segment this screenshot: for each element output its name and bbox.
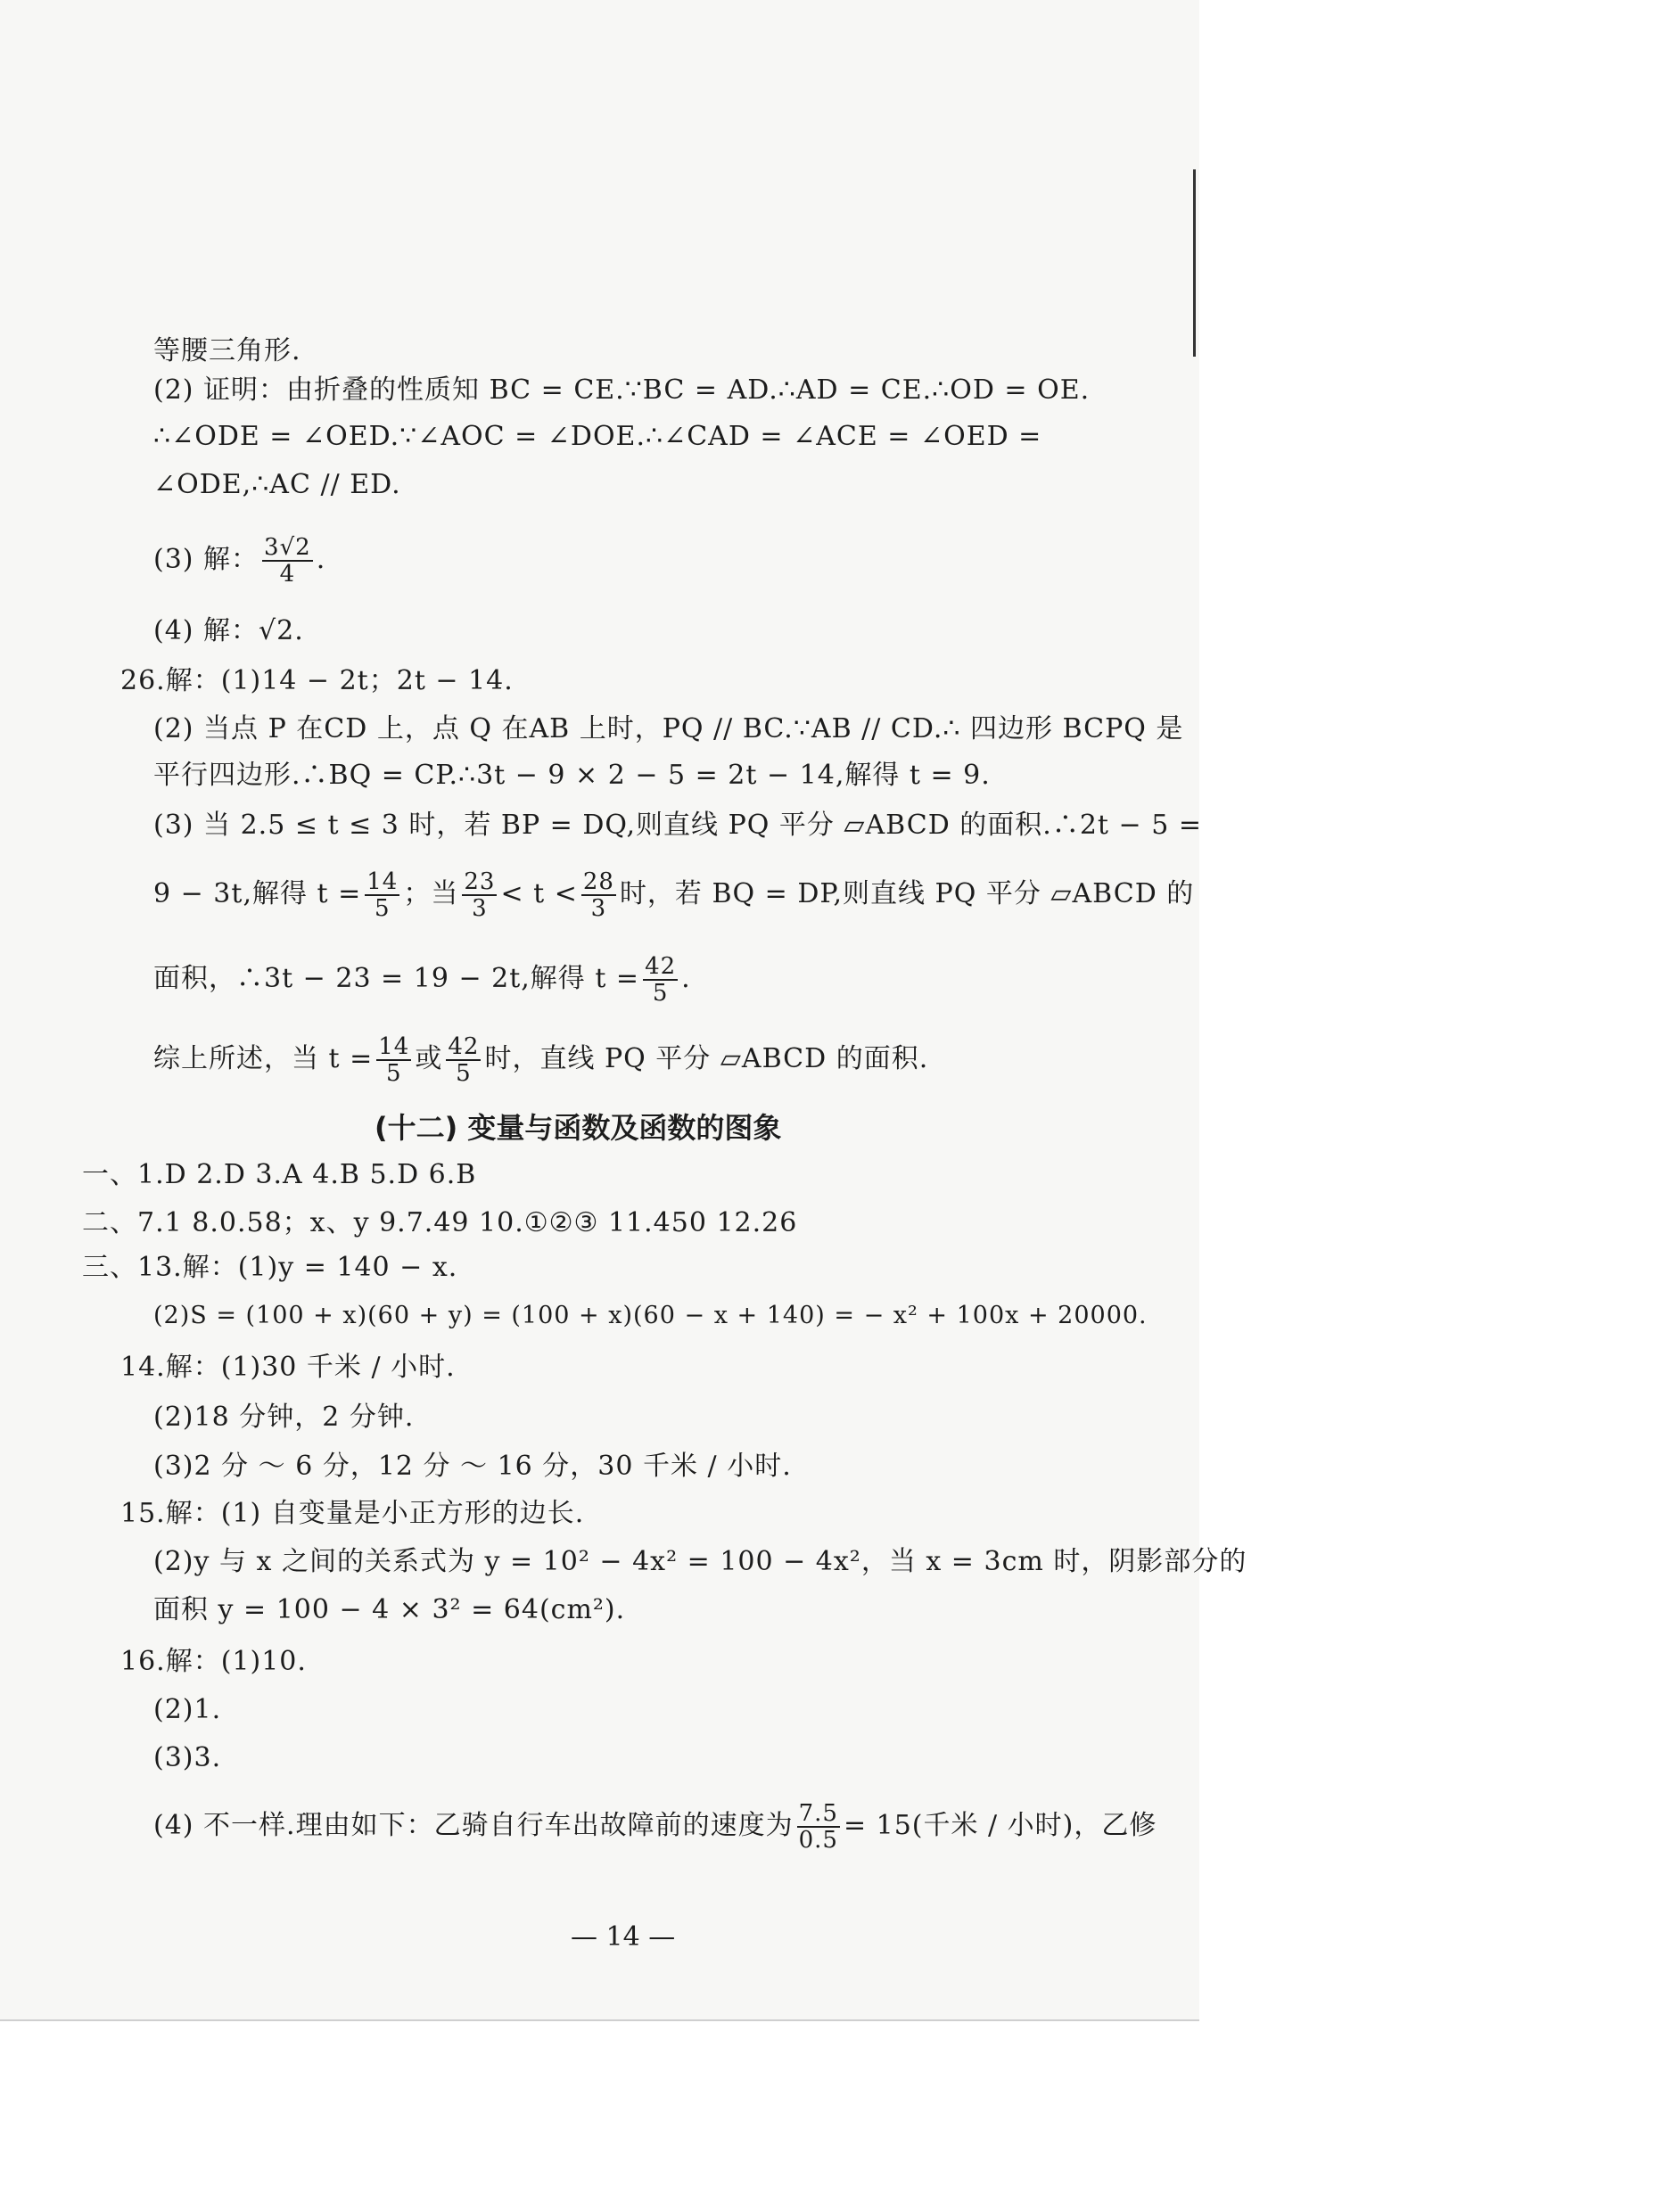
- text-line: (3)3.: [153, 1742, 222, 1773]
- text-line: 14.解：(1)30 千米 / 小时.: [120, 1352, 456, 1383]
- fraction: [365, 869, 399, 921]
- line-text: 面积，∴3t − 23 = 19 − 2t,解得 t =: [153, 963, 640, 994]
- line-text: .: [681, 963, 691, 994]
- text-line: 平行四边形.∴BQ = CP.∴3t − 9 × 2 − 5 = 2t − 14,解得 t = 9.: [153, 760, 991, 791]
- denominator: 5: [386, 1060, 402, 1087]
- text-line: (3) 当 2.5 ≤ t ≤ 3 时，若 BP = DQ,则直线 PQ 平分 ▱ABCD 的面积.∴2t − 5 =: [153, 810, 1202, 841]
- line-text: < t <: [500, 878, 578, 909]
- text-line: 15.解：(1) 自变量是小正方形的边长.: [120, 1498, 585, 1529]
- numerator: 42: [448, 1033, 480, 1060]
- fraction: [581, 869, 616, 921]
- numerator: 3√2: [264, 534, 311, 561]
- text-line: 等腰三角形.: [153, 335, 301, 366]
- fraction: [262, 535, 313, 587]
- numerator: 23: [464, 868, 496, 895]
- fraction: [446, 1034, 481, 1086]
- numerator: 14: [366, 868, 399, 895]
- numerator: 7.5: [798, 1800, 838, 1827]
- section-title: (十二) 变量与函数及函数的图象: [375, 1111, 782, 1145]
- denominator: 3: [590, 895, 607, 922]
- line-text: 或: [415, 1043, 443, 1074]
- text-line: 三、13.解：(1)y = 140 − x.: [82, 1252, 458, 1283]
- line-text: 综上所述，当 t =: [153, 1043, 374, 1074]
- text-line: (2) 证明：由折叠的性质知 BC = CE.∵BC = AD.∴AD = CE.∴OD = OE.: [153, 374, 1091, 406]
- text-line: 二、7.1 8.0.58；x、y 9.7.49 10.①②③ 11.450 12.26: [82, 1207, 798, 1238]
- denominator: 5: [456, 1060, 472, 1087]
- text-line: (2)y 与 x 之间的关系式为 y = 10² − 4x² = 100 − 4x²，当 x = 3cm 时，阴影部分的: [153, 1546, 1247, 1577]
- text-line: 一、1.D 2.D 3.A 4.B 5.D 6.B: [82, 1159, 477, 1190]
- text-line: 面积 y = 100 − 4 × 3² = 64(cm²).: [153, 1594, 626, 1625]
- text-line: (2) 当点 P 在CD 上，点 Q 在AB 上时，PQ // BC.∵AB // CD.∴ 四边形 BCPQ 是: [153, 713, 1184, 744]
- denominator: 4: [279, 561, 296, 588]
- text-line: (2)S = (100 + x)(60 + y) = (100 + x)(60 − x + 140) = − x² + 100x + 20000.: [153, 1302, 1148, 1329]
- numerator: 42: [645, 953, 677, 980]
- line-text: (4) 不一样.理由如下：乙骑自行车出故障前的速度为: [153, 1810, 794, 1841]
- line-text: .: [316, 544, 326, 575]
- text-line: (2)1.: [153, 1694, 222, 1725]
- text-line: 26.解：(1)14 − 2t；2t − 14.: [120, 665, 514, 696]
- text-line: 16.解：(1)10.: [120, 1646, 307, 1677]
- text-line: ∴∠ODE = ∠OED.∵∠AOC = ∠DOE.∴∠CAD = ∠ACE = ∠OED =: [153, 421, 1042, 452]
- text-line: (4) 解：√2.: [153, 615, 304, 646]
- numerator: 28: [582, 868, 614, 895]
- fraction: [376, 1034, 411, 1086]
- fraction: [643, 954, 678, 1006]
- page-edge-shadow: [1193, 169, 1196, 357]
- text-line: [153, 954, 691, 1006]
- denominator: 3: [472, 895, 488, 922]
- denominator: 5: [652, 980, 669, 1007]
- text-line: [153, 869, 1194, 921]
- text-line: [153, 1801, 1157, 1853]
- line-text: (3) 解：: [153, 544, 259, 575]
- fraction: [462, 869, 497, 921]
- fraction: [797, 1801, 840, 1853]
- text-line: [153, 1034, 928, 1086]
- line-text: 时，若 BQ = DP,则直线 PQ 平分 ▱ABCD 的: [619, 878, 1195, 909]
- denominator: 5: [375, 895, 391, 922]
- line-text: 时，直线 PQ 平分 ▱ABCD 的面积.: [484, 1043, 929, 1074]
- denominator: 0.5: [798, 1827, 838, 1854]
- text-line: ∠ODE,∴AC // ED.: [153, 469, 401, 500]
- numerator: 14: [378, 1033, 410, 1060]
- text-line: [153, 535, 325, 587]
- text-line: (2)18 分钟，2 分钟.: [153, 1402, 415, 1433]
- text-line: (3)2 分 ～ 6 分，12 分 ～ 16 分，30 千米 / 小时.: [153, 1451, 792, 1482]
- page-number: — 14 —: [571, 1921, 676, 1953]
- line-text: 9 − 3t,解得 t =: [153, 878, 362, 909]
- line-text: = 15(千米 / 小时)，乙修: [843, 1810, 1157, 1841]
- line-text: ；当: [403, 878, 459, 909]
